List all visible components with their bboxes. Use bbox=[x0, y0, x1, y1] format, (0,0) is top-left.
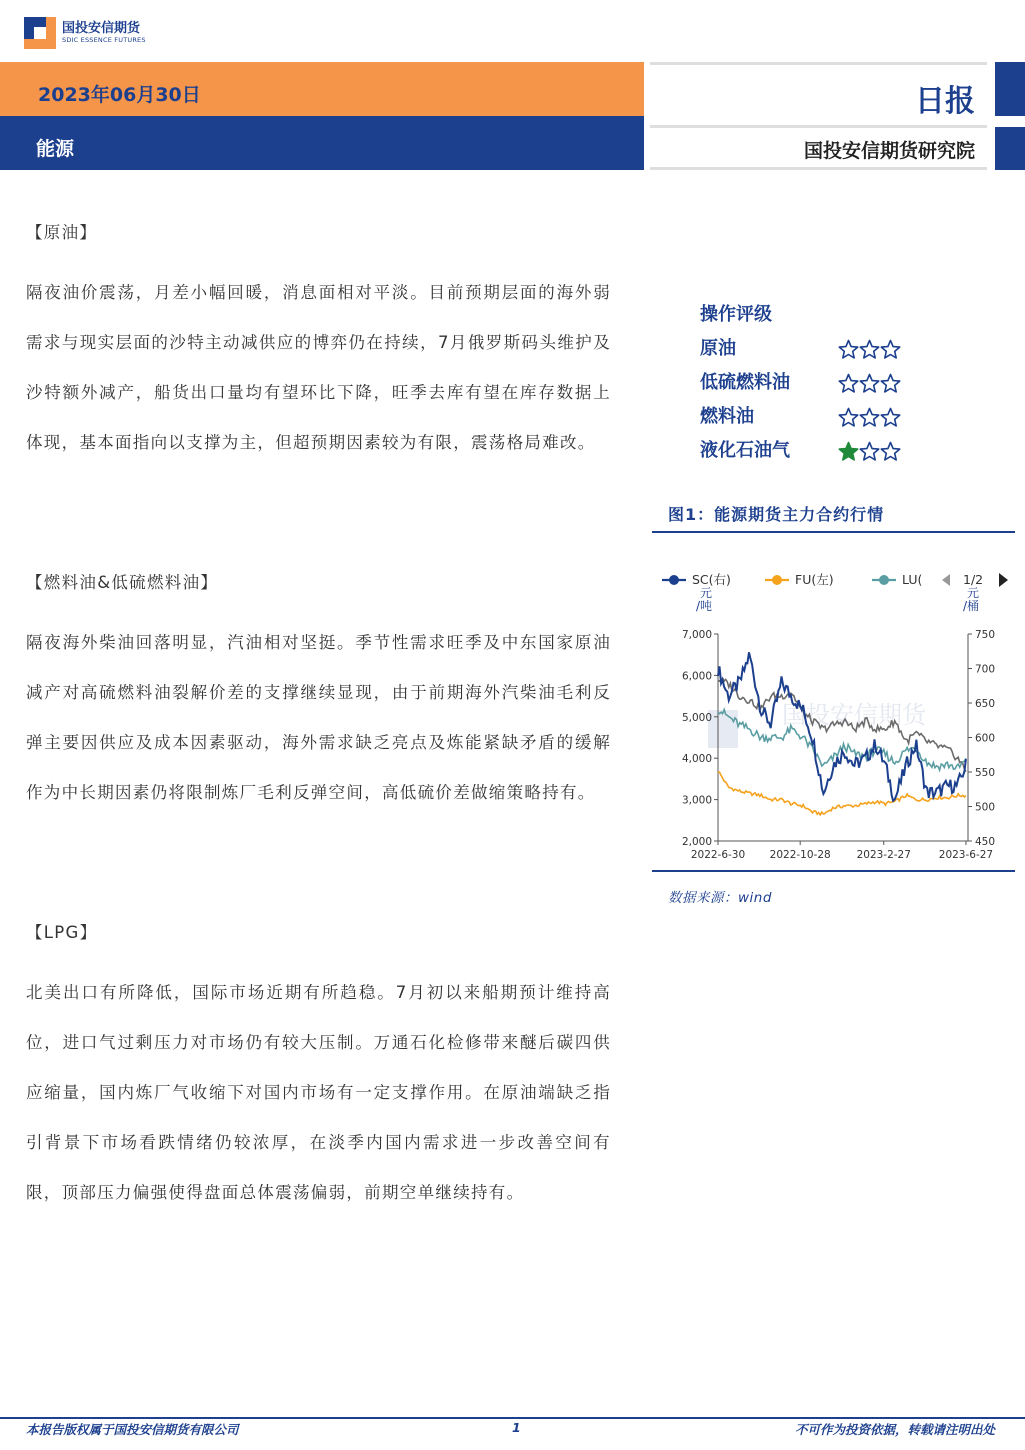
x-tick-label: 2023-2-27 bbox=[856, 849, 911, 861]
watermark-logo-icon bbox=[708, 710, 738, 748]
right-tick-label: 600 bbox=[975, 732, 996, 745]
section-crude-oil bbox=[26, 218, 611, 468]
legend-marker bbox=[669, 575, 679, 585]
star-filled-icon bbox=[838, 441, 859, 462]
figure-source: 数据来源：wind bbox=[668, 890, 772, 906]
section-body: 隔夜油价震荡，月差小幅回暖，消息面相对平淡。目前预期层面的海外弱需求与现实层面的沙特主动减供应的博弈仍在持续，7月俄罗斯码头维护及沙特额外减产，船货出口量均有望环比下降，旺季去库有望在库存数据上体现，基本面指向以支撑为主，但超预期因素较为有限，震荡格局难改。 bbox=[26, 283, 611, 452]
footer-rule bbox=[0, 1417, 1025, 1419]
section-title: 【燃料油&低硫燃料油】 bbox=[26, 573, 219, 592]
rating-label: 原油 bbox=[700, 338, 736, 359]
header-accent-bar bbox=[995, 62, 1025, 116]
ratings-heading: 操作评级 bbox=[700, 304, 772, 325]
star-outline-icon bbox=[859, 441, 880, 462]
left-tick-label: 7,000 bbox=[681, 629, 712, 641]
footer-disclaimer: 不可作为投资依据，转载请注明出处 bbox=[794, 1422, 995, 1437]
section-body: 隔夜海外柴油回落明显，汽油相对坚挺。季节性需求旺季及中东国家原油减产对高硫燃料油裂解价差的支撑继续显现，由于前期海外汽柴油毛利反弹主要因供应及成本因素驱动，海外需求缺乏亮点及炼能紧缺矛盾的缓解作为中长期因素仍将限制炼厂毛利反弹空间，高低硫价差做缩策略持有。 bbox=[26, 633, 611, 802]
rating-row bbox=[700, 332, 901, 366]
report-sector: 能源 bbox=[36, 138, 75, 160]
section-title: 【原油】 bbox=[26, 223, 98, 242]
rating-stars bbox=[838, 434, 901, 468]
logo-name-en: SDIC ESSENCE FUTURES bbox=[62, 36, 146, 45]
right-tick-label: 550 bbox=[975, 767, 996, 779]
rating-row bbox=[700, 434, 901, 468]
legend-page-indicator: 1/2 bbox=[963, 572, 984, 587]
legend-entry: LU( bbox=[902, 572, 923, 587]
watermark-text: 国投安信期货 bbox=[782, 701, 926, 729]
left-tick-label: 2,000 bbox=[681, 836, 712, 848]
legend-entry: SC(右) bbox=[692, 572, 731, 587]
price-chart bbox=[652, 560, 1025, 870]
institute-name: 国投安信期货研究院 bbox=[803, 140, 975, 162]
left-axis-unit: /吨 bbox=[696, 599, 713, 613]
left-tick-label: 4,000 bbox=[681, 753, 712, 766]
x-tick-label: 2022-6-30 bbox=[690, 849, 746, 861]
chart-series bbox=[718, 652, 966, 815]
header-divider bbox=[650, 167, 987, 170]
legend-marker bbox=[772, 575, 782, 585]
company-logo bbox=[24, 16, 146, 50]
footer-copyright: 本报告版权属于国投安信期货有限公司 bbox=[26, 1422, 239, 1437]
left-tick-label: 6,000 bbox=[681, 670, 712, 683]
star-outline-icon bbox=[880, 339, 901, 360]
x-tick-label: 2022-10-28 bbox=[769, 849, 831, 861]
right-axis-unit: /桶 bbox=[963, 599, 980, 613]
rating-stars bbox=[838, 366, 901, 400]
star-outline-icon bbox=[838, 373, 859, 394]
logo-name-cn: 国投安信期货 bbox=[62, 21, 141, 37]
left-tick-label: 5,000 bbox=[681, 711, 712, 724]
star-outline-icon bbox=[880, 407, 901, 428]
star-outline-icon bbox=[859, 373, 880, 394]
section-body: 北美出口有所降低，国际市场近期有所趋稳。7月初以来船期预计维持高位，进口气过剩压力对市场仍有较大压制。万通石化检修带来醚后碳四供应缩量，国内炼厂气收缩下对国内市场有一定支撑作用。在原油端缺乏指引背景下市场看跌情绪仍较浓厚，在淡季内国内需求进一步改善空间有限，顶部压力偏强使得盘面总体震荡偏弱，前期空单继续持有。 bbox=[26, 983, 611, 1202]
star-outline-icon bbox=[838, 407, 859, 428]
right-tick-label: 500 bbox=[975, 801, 996, 814]
rating-label: 液化石油气 bbox=[700, 440, 790, 461]
x-tick-label: 2023-6-27 bbox=[938, 849, 994, 861]
header-accent-bar bbox=[995, 127, 1025, 170]
figure-bottom-rule bbox=[652, 870, 1015, 872]
section-fuel-oil bbox=[26, 568, 611, 818]
rating-label: 低硫燃料油 bbox=[700, 372, 790, 393]
right-axis-unit: 元 bbox=[967, 586, 980, 600]
figure-top-rule bbox=[652, 531, 1015, 533]
rating-stars bbox=[838, 400, 901, 434]
star-outline-icon bbox=[838, 339, 859, 360]
section-lpg bbox=[26, 918, 611, 1218]
page-number: 1 bbox=[512, 1420, 521, 1435]
sector-band bbox=[0, 116, 644, 170]
operation-ratings bbox=[700, 298, 901, 468]
star-outline-icon bbox=[880, 441, 901, 462]
right-tick-label: 450 bbox=[975, 836, 996, 848]
left-axis-unit: 元 bbox=[700, 586, 713, 600]
chart-legend[interactable] bbox=[662, 572, 1008, 587]
legend-next-icon bbox=[999, 573, 1008, 587]
header-divider bbox=[650, 125, 987, 128]
rating-stars bbox=[838, 332, 901, 366]
left-tick-label: 3,000 bbox=[681, 794, 712, 807]
star-outline-icon bbox=[859, 339, 880, 360]
report-date: 2023年06月30日 bbox=[38, 84, 201, 106]
rating-row bbox=[700, 366, 901, 400]
rating-row bbox=[700, 400, 901, 434]
report-type: 日报 bbox=[915, 84, 975, 119]
logo-mark-icon bbox=[24, 17, 56, 49]
legend-marker bbox=[879, 575, 889, 585]
star-outline-icon bbox=[859, 407, 880, 428]
section-title: 【LPG】 bbox=[26, 923, 98, 942]
rating-label: 燃料油 bbox=[700, 406, 754, 427]
legend-entry: FU(左) bbox=[795, 572, 834, 587]
right-tick-label: 650 bbox=[975, 698, 996, 710]
right-tick-label: 700 bbox=[975, 663, 996, 676]
header-divider bbox=[650, 62, 987, 65]
figure-title: 图1：能源期货主力合约行情 bbox=[668, 505, 885, 524]
right-tick-label: 750 bbox=[975, 629, 996, 641]
legend-prev-icon bbox=[942, 574, 950, 586]
star-outline-icon bbox=[880, 373, 901, 394]
